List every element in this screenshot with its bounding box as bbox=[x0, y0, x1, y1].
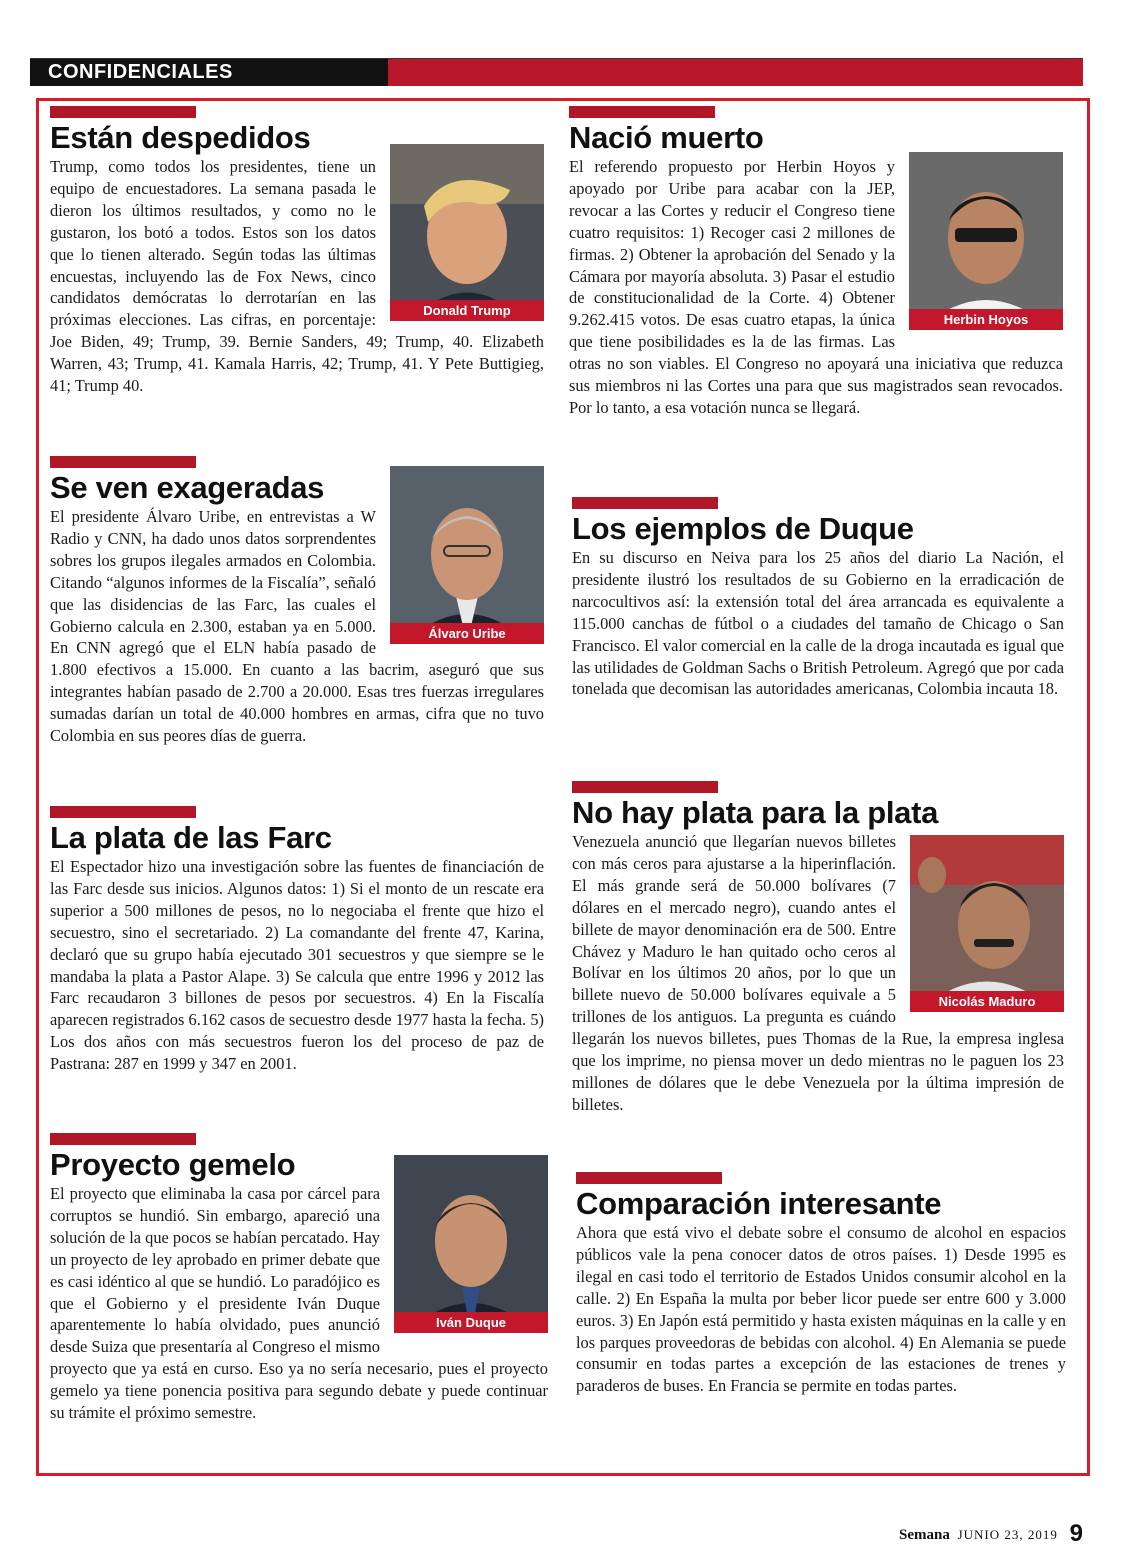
page-number: 9 bbox=[1069, 1520, 1083, 1547]
headline-accent-bar bbox=[572, 781, 718, 793]
article-body: El Espectador hizo una investigación sobre las fuentes de financiación de las Farc desde sus inicios. Algunos datos: 1) Si el monto de un rescate era superior a 500 millones de pesos, no lo negociaba el frente que hizo el secuestro, sino el secretariado. 2) La comandante del frente 47, Karina, declaró que su grupo había ejecutado 301 secuestros y que siempre se le mandaba la plata a Pastor Alape. 3) Se calcula que entre 1996 y 2012 las Farc recaudaron 3 billones de pesos por secuestros. 4) En la Fiscalía aparecen registrados 6.162 casos de secuestro desde 1977 hasta la fecha. 5) Los dos años con más secuestros fueron los del proceso de paz de Pastrana: 287 en 1999 y 347 en 2001. bbox=[50, 857, 544, 1074]
photo-caption: Herbin Hoyos bbox=[909, 309, 1063, 330]
headline: Están despedidos bbox=[50, 120, 311, 155]
article-nacio-muerto bbox=[569, 106, 1063, 419]
portrait-image bbox=[909, 152, 1063, 330]
headline: La plata de las Farc bbox=[50, 820, 332, 855]
headline: Nació muerto bbox=[569, 120, 764, 155]
article-la-plata-de-las-farc bbox=[50, 806, 544, 1075]
photo-caption: Álvaro Uribe bbox=[390, 623, 544, 644]
section-header-bar bbox=[30, 58, 1083, 86]
headline-accent-bar bbox=[50, 806, 196, 818]
portrait-image bbox=[910, 835, 1064, 1012]
article-body: En su discurso en Neiva para los 25 años del diario La Nación, el presidente ilustró los resultados de su Gobierno en la erradicación de narcocultivos así: la extensión total del área arrancada es equivalente a 115.000 canchas de fútbol o a ciudades del tamaño de Chicago o San Francisco. El valor comercial en la calle de la droga incautada es igual que las utilidades de Goldman Sachs o British Petroleum. Agregó que por cada tonelada que decomisan las autoridades americanas, Colombia incauta 18. bbox=[572, 548, 1064, 699]
photo-caption: Donald Trump bbox=[390, 300, 544, 321]
page-footer bbox=[899, 1520, 1083, 1548]
article-se-ven-exageradas bbox=[50, 456, 544, 747]
magazine-name: Semana bbox=[898, 1527, 950, 1543]
headline-accent-bar bbox=[50, 456, 196, 468]
photo-nicolas-maduro bbox=[910, 835, 1064, 1012]
article-body: El referendo propuesto por Herbin Hoyos y apoyado por Uribe para acabar con la JEP, revocar a las Cortes y reducir el Congreso tiene cuatro requisitos: 1) Recoger casi 2 millones de firmas. 2) Obtener la aprobación del Senado y la Cámara por mayoría absoluta. 3) Pasar el estudio de constitucionalidad de la Corte. 4) Obtener 9.262.415 votos. De esas cuatro etapas, la única que tiene posibilidades es la de las firmas. Las otras no son viables. El Congreso no apoyará una iniciativa que reduzca sus miembros ni las Cortes una para que sus magistrados sean revocados. Por lo tanto, a esa votación nunca se llegará. bbox=[569, 157, 1063, 417]
headline-accent-bar bbox=[576, 1172, 722, 1184]
article-body: Venezuela anunció que llegarían nuevos billetes con más ceros para ajustarse a la hiperinflación. El más grande será de 50.000 bolívares (7 dólares en el mercado negro), cuando antes el billete de mayor denominación era de 500. Entre Chávez y Maduro le han quitado ocho ceros al Bolívar en los últimos 20 años, por lo que un billete nuevo de 50.000 bolívares equivale a 5 trillones de los antiguos. La pregunta es cuándo llegarán los nuevos billetes, pues Thomas de la Rue, la empresa inglesa que los imprime, no piensa mover un dedo mientras no le paguen los 23 millones de dólares que le debe Venezuela por la última impresión de billetes. bbox=[572, 832, 1064, 1114]
headline: Se ven exageradas bbox=[50, 470, 325, 505]
photo-ivan-duque bbox=[394, 1155, 548, 1333]
headline-accent-bar bbox=[572, 497, 718, 509]
photo-donald-trump bbox=[390, 144, 544, 321]
issue-date: JUNIO 23, 2019 bbox=[957, 1527, 1058, 1542]
article-los-ejemplos-de-duque bbox=[572, 497, 1064, 700]
headline: Proyecto gemelo bbox=[50, 1147, 296, 1182]
article-comparacion-interesante bbox=[576, 1172, 1066, 1397]
article-proyecto-gemelo bbox=[50, 1133, 548, 1424]
headline: No hay plata para la plata bbox=[572, 795, 939, 830]
headline: Comparación interesante bbox=[576, 1186, 942, 1221]
article-no-hay-plata bbox=[572, 781, 1064, 1116]
photo-caption: Nicolás Maduro bbox=[910, 991, 1064, 1012]
portrait-image bbox=[394, 1155, 548, 1333]
photo-alvaro-uribe bbox=[390, 466, 544, 644]
portrait-image bbox=[390, 144, 544, 321]
headline-accent-bar bbox=[50, 1133, 196, 1145]
photo-caption: Iván Duque bbox=[394, 1312, 548, 1333]
portrait-image bbox=[390, 466, 544, 644]
headline: Los ejemplos de Duque bbox=[572, 511, 914, 546]
article-estan-despedidos bbox=[50, 106, 544, 397]
article-body: Ahora que está vivo el debate sobre el consumo de alcohol en espacios públicos vale la pena conocer datos de otros países. 1) Desde 1995 es ilegal en casi todo el territorio de Estados Unidos consumir alcohol en la calle. 2) En España la multa por beber licor puede ser entre 600 y 3.000 euros. 3) En Japón está permitido y hasta existen máquinas en la calle y en los parques proveedoras de bebidas con alcohol. 4) En Alemania se puede consumir en todas partes a excepción de las estaciones de trenes y paraderos de buses. En Francia se permite en todas partes. bbox=[576, 1223, 1066, 1396]
article-body: El presidente Álvaro Uribe, en entrevistas a W Radio y CNN, ha dado unos datos sorprendentes sobres los grupos ilegales armados en Colombia. Citando “algunos informes de la Fiscalía”, señaló que las disidencias de las Farc, las cuales el Gobierno calcula en 2.300, estaban ya en 5.000. En CNN agregó que el ELN había pasado de 1.800 efectivos a 15.000. En cuanto a las bacrim, aseguró que sus integrantes habían pasado de 2.700 a 20.000. Esas tres fuerzas irregulares sumadas darían un total de 40.000 hombres en armas, cifra que no tuvo Colombia en sus peores días de guerra. bbox=[50, 507, 544, 746]
headline-accent-bar bbox=[569, 106, 715, 118]
article-body: Trump, como todos los presidentes, tiene un equipo de encuestadores. La semana pasada le dieron los últimos resultados, y como no le gustaron, los botó a todos. Estos son los datos que lo tienen alterado. Según todas las últimas encuestas, incluyendo las de Fox News, cinco candidatos demócratas lo derrotarían en las próximas elecciones. Las cifras, en porcentaje: Joe Biden, 49; Trump, 39. Bernie Sanders, 49; Trump, 40. Elizabeth Warren, 43; Trump, 41. Kamala Harris, 42; Trump, 41. Y Pete Buttigieg, 41; Trump 40. bbox=[50, 157, 544, 396]
headline-accent-bar bbox=[50, 106, 196, 118]
article-body: El proyecto que eliminaba la casa por cárcel para corruptos se hundió. Sin embargo, apareció una solución de la que pocos se habían percatado. Hay un proyecto de ley aprobado en primer debate que es casi idéntico al que se hundió. Lo paradójico es que el Gobierno y el presidente Iván Duque aparentemente lo había olvidado, pues anunció desde Suiza que presentaría al Congreso el mismo proyecto que ya está en curso. Eso ya no sería necesario, pues el proyecto gemelo ya tiene ponencia positiva para segundo debate y puede continuar su trámite el próximo semestre. bbox=[50, 1184, 548, 1423]
section-label: CONFIDENCIALES bbox=[30, 59, 388, 86]
photo-herbin-hoyos bbox=[909, 152, 1063, 330]
